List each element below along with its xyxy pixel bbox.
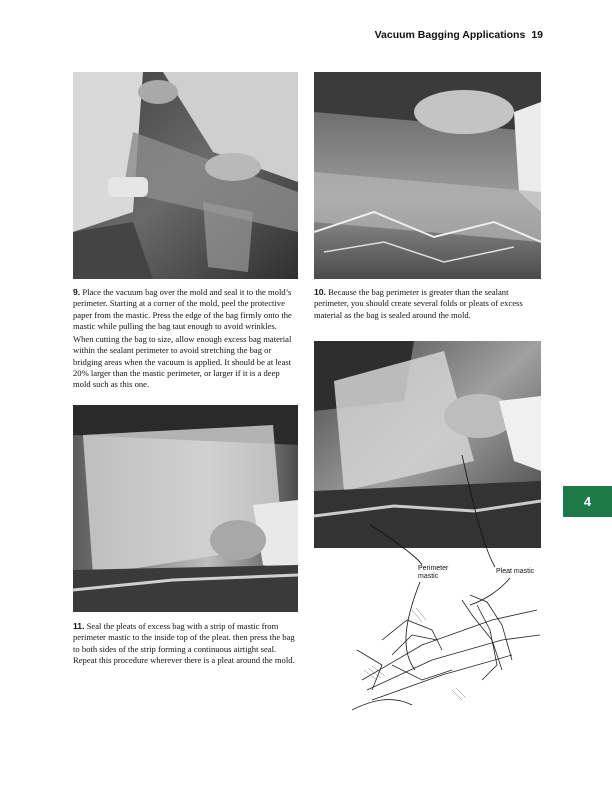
photo-step-10 (314, 72, 541, 279)
callout-pleat-mastic: Pleat mastic (496, 568, 535, 575)
step-9-number: 9. (73, 287, 81, 297)
photo-step-10-pleat (314, 341, 541, 548)
step-9-text (73, 287, 298, 332)
photo-step-9 (73, 72, 298, 279)
step-10-text (314, 287, 541, 321)
header-title: Vacuum Bagging Applications (374, 29, 526, 41)
step-11-number: 11. (73, 621, 85, 631)
step-11-body: Seal the pleats of excess bag with a strip of mastic from perimeter mastic to the inside top of the pleat. then press the bag to both sides of the strip forming a continuous airtight seal. Repeat this procedure wherever there is a pleat around the mold. (73, 621, 295, 665)
caption-step-9 (73, 287, 298, 393)
caption-step-11 (73, 621, 298, 668)
photo-step-11 (73, 405, 298, 612)
step-9-note: When cutting the bag to size, allow enough excess bag material within the sealant perimeter to avoid stretching the bag or bridging areas when the vacuum is applied. It should be at least 20% larger than the mastic perimeter, or larger if it is a deep mold such as this one. (73, 334, 292, 390)
step-10-number: 10. (314, 287, 326, 297)
step-10-body: Because the bag perimeter is greater than the sealant perimeter, you should create several folds or pleats of excess material as the bag is sealed around the mold. (314, 287, 523, 320)
caption-step-10 (314, 287, 541, 323)
section-tab: 4 (563, 486, 612, 517)
pleat-sketch (352, 580, 542, 720)
step-9-body: Place the vacuum bag over the mold and seal it to the mold’s perimeter. Starting at a corner of the mold, peel the protective paper from the mastic. Press the edge of the bag firmly onto the mastic while pulling the bag taut enough to avoid wrinkles. (73, 287, 292, 331)
page-number: 19 (531, 29, 543, 41)
running-header (375, 29, 543, 41)
callout-perimeter-mastic: Perimeter mastic (418, 565, 462, 581)
step-11-text (73, 621, 298, 666)
